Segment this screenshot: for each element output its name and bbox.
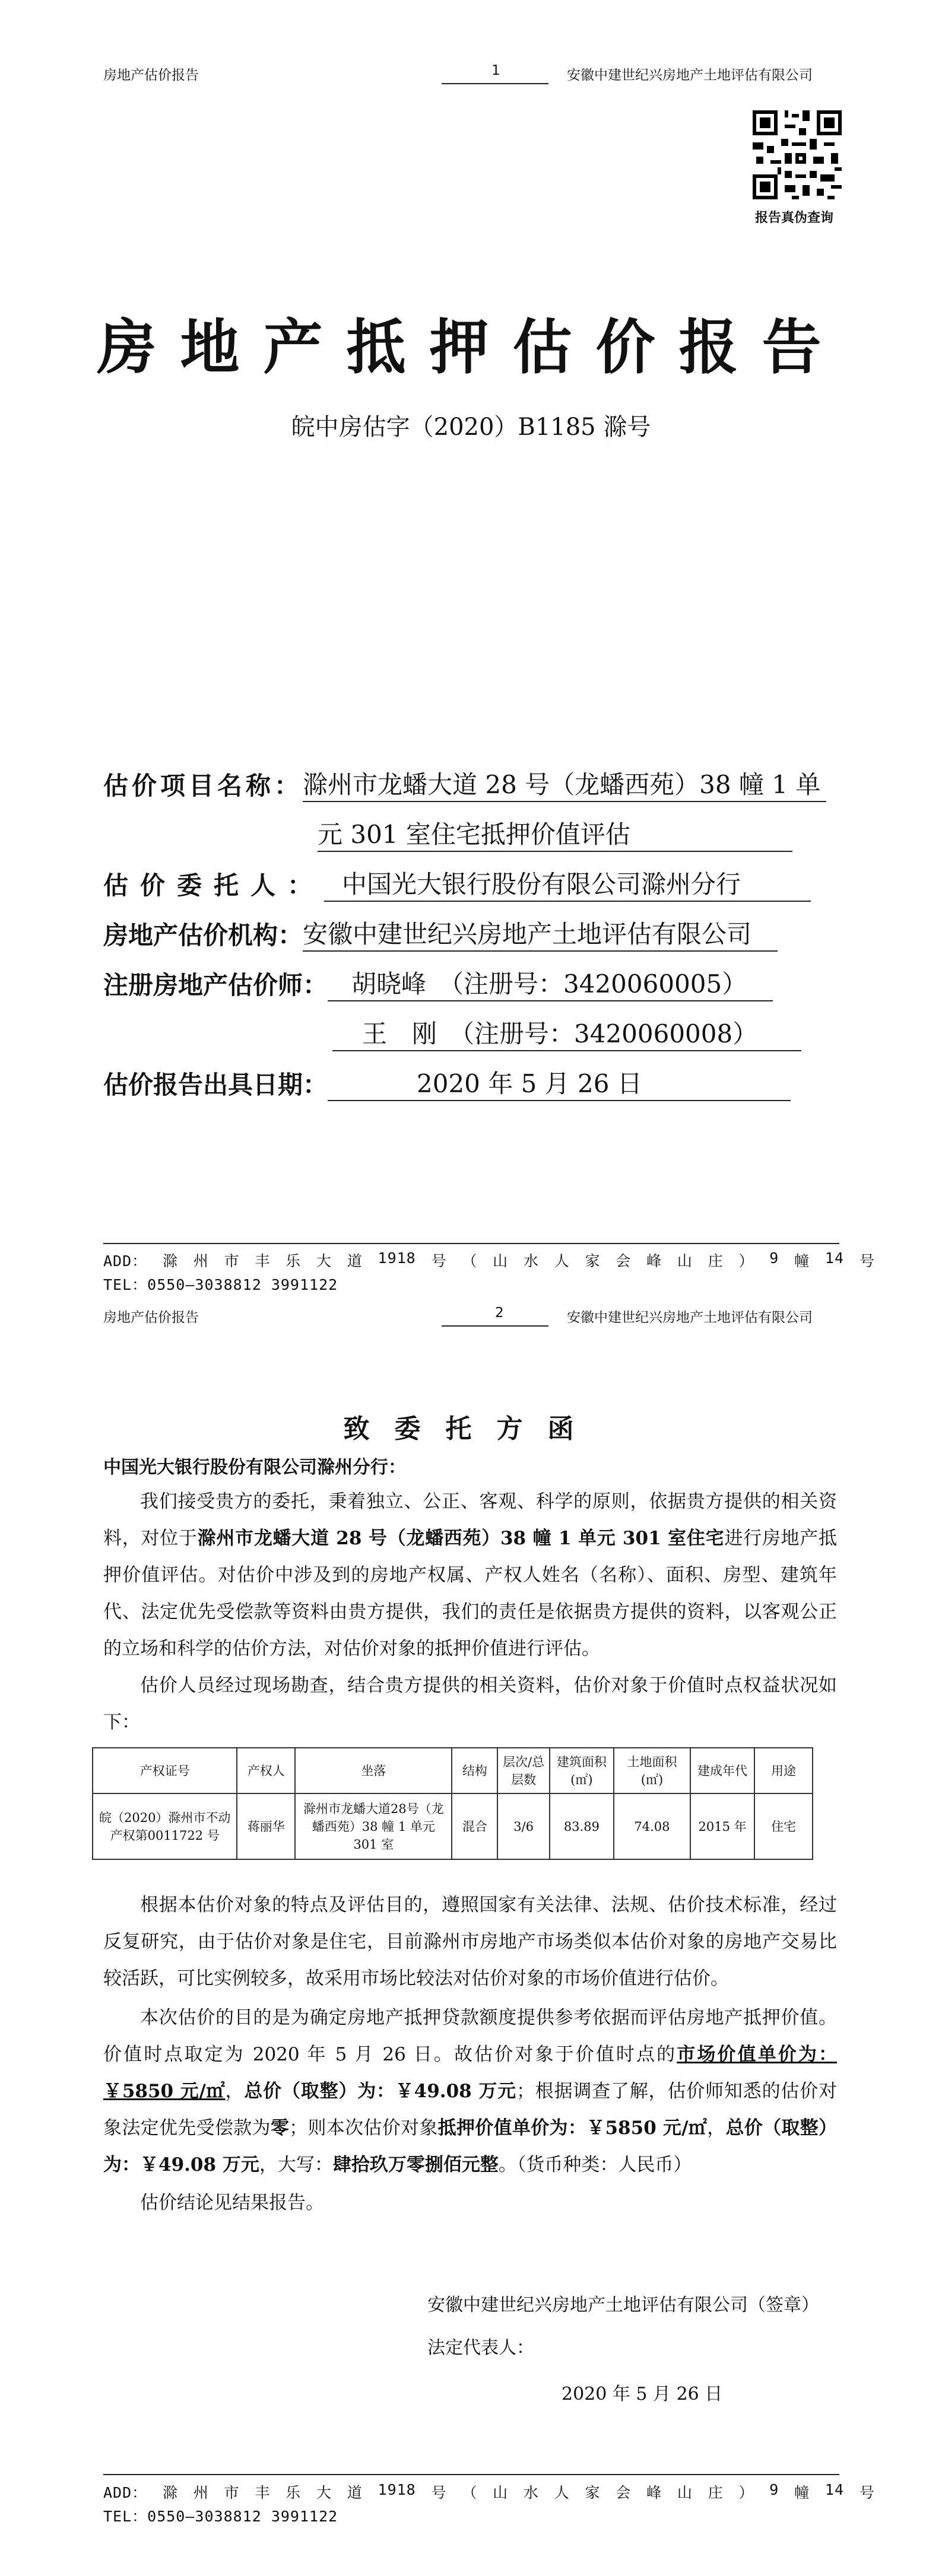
footer-address-token: 人 xyxy=(554,2484,570,2501)
header-right: 安徽中建世纪兴房地产土地评估有限公司 xyxy=(567,68,813,83)
letter-title: 致委托方函 xyxy=(343,1414,599,1444)
paragraph-5: 估价结论见结果报告。 xyxy=(140,2192,324,2214)
signature-date: 2020 年 5 月 26 日 xyxy=(562,2384,723,2405)
table-header-cell: 产权证号 xyxy=(93,1748,237,1793)
footer-address-token: 水 xyxy=(523,2484,539,2501)
footer-address-token: 山 xyxy=(677,1252,693,1270)
para1-property-address: 滁州市龙蟠大道 28 号（龙蟠西苑）38 幢 1 单元 301 室住宅 xyxy=(197,1528,725,1549)
footer-address-token: 庄 xyxy=(708,2484,724,2501)
table-cell: 3/6 xyxy=(497,1793,549,1859)
table-header-cell: 坐落 xyxy=(295,1748,452,1793)
footer-address-token: 丰 xyxy=(255,2484,271,2501)
table-cell: 2015 年 xyxy=(690,1793,754,1859)
footer-address-token: ） xyxy=(738,2484,754,2501)
paragraph-2: 估价人员经过现场勘查，结合贵方提供的相关资料，估价对象于价值时点权益状况如下： xyxy=(103,1675,837,1733)
header-page-number: 2 xyxy=(495,1305,504,1321)
mortgage-total-price: 总价（取整）为：￥49.08 万元 xyxy=(103,2117,838,2176)
amount-in-words: 肆拾玖万零捌佰元整 xyxy=(332,2154,499,2176)
info-project-row-2 xyxy=(318,815,792,852)
footer-address-token: 号 xyxy=(859,1252,875,1270)
footer-address-token: 大 xyxy=(316,2484,332,2501)
footer-address-token: 14 xyxy=(824,1249,845,1267)
document-number: 皖中房估字（2020）B1185 滁号 xyxy=(291,414,651,441)
table-header-cell: 结构 xyxy=(452,1748,497,1793)
footer-tel: TEL：0550—3038812 3991122 xyxy=(103,1276,338,1293)
footer-address-token: 道 xyxy=(347,1252,363,1270)
info-appraiser-2: 王 刚 （注册号：3420060008） xyxy=(332,1015,801,1051)
para4-text-g: ；则本次估价对象 xyxy=(289,2117,438,2139)
footer-address-text xyxy=(103,2481,875,2502)
footer-address-token: 1918 xyxy=(378,2481,416,2498)
info-appraiser-1: 胡晓峰 （注册号：3420060005） xyxy=(328,965,773,1001)
info-project-value-2: 元 301 室住宅抵押价值评估 xyxy=(318,815,792,852)
para4-text-e: ；根据调查了解，估价师知悉的估价对象法定优先受偿款为 xyxy=(103,2081,838,2139)
info-agency-value: 安徽中建世纪兴房地产土地评估有限公司 xyxy=(303,915,778,952)
footer-address-token: 幢 xyxy=(794,2484,810,2501)
table-cell: 皖（2020）滁州市不动产权第0011722 号 xyxy=(93,1793,237,1859)
property-table xyxy=(92,1747,813,1860)
footer-address-token: （ xyxy=(462,1252,478,1270)
footer-address-token: 大 xyxy=(316,1252,332,1270)
table-header-cell: 产权人 xyxy=(237,1748,295,1793)
page-number-underline xyxy=(442,1325,548,1327)
footer-address-token: 幢 xyxy=(794,1252,810,1270)
table-header-cell: 建成年代 xyxy=(690,1748,754,1793)
header-left: 房地产估价报告 xyxy=(103,1310,199,1325)
footer-address-text xyxy=(103,1249,875,1271)
footer-address-token: 号 xyxy=(859,2484,875,2501)
footer-address-token: 山 xyxy=(493,2484,509,2501)
footer-address xyxy=(103,1249,875,1271)
table-header-row xyxy=(93,1748,813,1793)
priority-claim-value: 零 xyxy=(270,2117,290,2139)
report-title: 房地产抵押估价报告 xyxy=(97,313,845,382)
table-header-cell: 用途 xyxy=(754,1748,813,1793)
info-appraiser-label: 注册房地产估价师： xyxy=(103,971,328,1000)
footer-address-token: 乐 xyxy=(286,2484,302,2501)
para4-text-k: ，大写： xyxy=(259,2154,333,2176)
footer-divider xyxy=(103,2474,839,2475)
footer-address-token: 丰 xyxy=(255,1252,271,1270)
table-cell: 滁州市龙蟠大道28号（龙蟠西苑）38 幢 1 单元 301 室 xyxy=(295,1793,452,1859)
footer-address-token: 州 xyxy=(193,1252,209,1270)
footer-address-token: 水 xyxy=(523,1252,539,1270)
footer-address-token: 滁 xyxy=(162,1252,178,1270)
footer-address-token: ADD： xyxy=(103,1252,148,1270)
footer-address-token: 号 xyxy=(431,1252,447,1270)
info-agency-row xyxy=(103,915,778,952)
table-header-cell: 层次/总层数 xyxy=(497,1748,549,1793)
footer-address-token: 会 xyxy=(616,1252,632,1270)
info-client-value: 中国光大银行股份有限公司滁州分行 xyxy=(324,865,811,902)
para4-text-c: ， xyxy=(225,2081,245,2102)
para4-text-m: 。（货币种类：人民币） xyxy=(498,2154,692,2176)
info-date-row xyxy=(103,1064,791,1101)
market-unit-price: 市场价值单价为：￥5850 元/㎡ xyxy=(103,2044,837,2102)
info-date-label: 估价报告出具日期： xyxy=(103,1070,328,1099)
table-header-cell: 建筑面积(㎡) xyxy=(550,1748,614,1793)
table-cell: 蒋丽华 xyxy=(237,1793,295,1859)
footer-tel: TEL：0550—3038812 3991122 xyxy=(103,2508,338,2525)
signature-company: 安徽中建世纪兴房地产土地评估有限公司（签章） xyxy=(427,2295,819,2316)
header-page-number: 1 xyxy=(491,63,500,78)
info-appraiser-row-2 xyxy=(332,1015,801,1051)
table-cell: 混合 xyxy=(452,1793,497,1859)
qr-caption: 报告真伪查询 xyxy=(755,211,834,225)
info-project-row xyxy=(103,765,826,802)
footer-address-token: 州 xyxy=(193,2484,209,2501)
footer-address-token: 1918 xyxy=(378,1249,416,1267)
header-left: 房地产估价报告 xyxy=(103,68,199,83)
footer-address-token: 会 xyxy=(616,2484,632,2501)
footer-address-token: 9 xyxy=(769,2481,779,2498)
table-header-cell: 土地面积(㎡) xyxy=(614,1748,690,1793)
market-total-price: 总价（取整）为：￥49.08 万元 xyxy=(244,2081,516,2102)
info-project-value-1: 滁州市龙蟠大道 28 号（龙蟠西苑）38 幢 1 单 xyxy=(303,765,826,802)
footer-address-token: 乐 xyxy=(286,1252,302,1270)
table-cell: 住宅 xyxy=(754,1793,813,1859)
info-date-value: 2020 年 5 月 26 日 xyxy=(328,1064,791,1101)
footer-address-token: 号 xyxy=(431,2484,447,2501)
footer-divider xyxy=(103,1243,839,1244)
footer-address-token: 峰 xyxy=(646,1252,662,1270)
info-client-row xyxy=(103,865,811,902)
table-cell: 83.89 xyxy=(550,1793,614,1859)
mortgage-unit-price: 抵押价值单价为：￥5850 元/㎡ xyxy=(437,2117,708,2139)
footer-address-token: 庄 xyxy=(708,1252,724,1270)
paragraph-3: 根据本估价对象的特点及评估目的，遵照国家有关法律、法规、估价技术标准，经过反复研究，由于估价对象是住宅，目前滁州市房地产市场类似本估价对象的房地产交易比较活跃，可比实例较多，故采用市场比较法对估价对象的市场价值进行估价。 xyxy=(103,1894,837,1989)
table-row xyxy=(93,1793,813,1859)
info-project-label: 估价项目名称： xyxy=(103,771,303,800)
footer-address-token: 14 xyxy=(824,2481,845,2498)
paragraph-4 xyxy=(103,1999,837,2183)
footer-address-token: 人 xyxy=(554,1252,570,1270)
footer-address-token: 家 xyxy=(585,2484,601,2501)
footer-address-token: （ xyxy=(462,2484,478,2501)
info-appraiser-row xyxy=(103,965,773,1001)
info-agency-label: 房地产估价机构： xyxy=(103,921,303,950)
para4-text-i: ， xyxy=(707,2117,726,2139)
table-cell: 74.08 xyxy=(614,1793,690,1859)
footer-address-token: ） xyxy=(738,1252,754,1270)
footer-address-token: 山 xyxy=(493,1252,509,1270)
info-client-label: 估价委托人： xyxy=(103,871,325,900)
footer-address-token: 峰 xyxy=(646,2484,662,2501)
para1-text-c: 进行房地产抵押价值评估。对估价中涉及到的房地产权属、产权人姓名（名称）、面积、房型、建筑年代、法定优先受偿款等资料由贵方提供，我们的责任是依据贵方提供的资料，以客观公正的立场和科学的估价方法，对估价对象的抵押价值进行评估。 xyxy=(103,1528,838,1659)
footer-address-token: 市 xyxy=(224,1252,240,1270)
footer-address xyxy=(103,2481,875,2502)
footer-address-token: 市 xyxy=(224,2484,240,2501)
footer-address-token: 9 xyxy=(769,1249,779,1267)
header-right: 安徽中建世纪兴房地产土地评估有限公司 xyxy=(567,1310,813,1325)
signature-representative: 法定代表人： xyxy=(427,2338,534,2358)
para1-text-a: 我们接受贵方的委托，秉着独立、公正、客观、科学的原则，依据贵方提供的相关资料，对位于 xyxy=(103,1491,837,1549)
addressee: 中国光大银行股份有限公司滁州分行： xyxy=(103,1457,406,1478)
footer-address-token: 道 xyxy=(347,2484,363,2501)
qr-code-icon[interactable] xyxy=(753,110,842,199)
footer-address-token: 家 xyxy=(585,1252,601,1270)
page-number-underline xyxy=(442,83,548,84)
para4-text-a: 本次估价的目的是为确定房地产抵押贷款额度提供参考依据而评估房地产抵押价值。价值时点取定为 2020 年 5 月 26 日。故估价对象于价值时点的 xyxy=(103,2007,837,2065)
footer-address-token: 山 xyxy=(677,2484,693,2501)
footer-address-token: 滁 xyxy=(162,2484,178,2501)
paragraph-1 xyxy=(103,1483,837,1667)
footer-address-token: ADD： xyxy=(103,2484,148,2501)
